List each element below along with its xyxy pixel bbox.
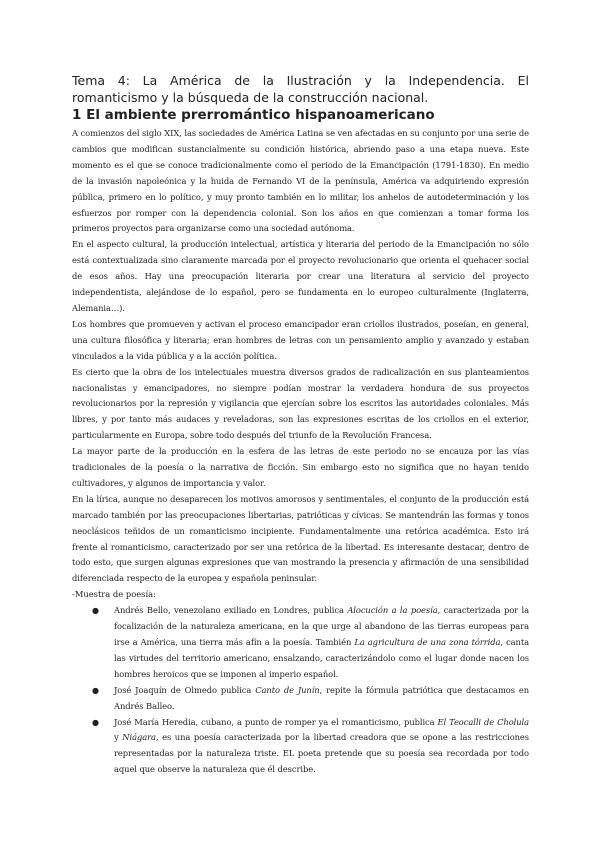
list-item-text: José María Heredia, cubano, a punto de romper ya el romanticismo, publica [114,716,438,727]
list-item-text: , caracterizada por la focalización de la naturaleza americana, en la que urge al abandono de las tierras europeas para irse a América, una tierra más afín a la poesía. También [114,605,530,647]
paragraph: En el aspecto cultural, la producción intelectual, artística y literaria del periodo de la Emancipación no sólo está contextualizada sino claramente marcada por el proyecto revolucionario que orienta el quehacer social de esos años. Hay una preocupación literaria por crear una literatura al servicio del proyecto independentista, alejándose de lo español, pero se fundamenta en lo europeo culturalmente (Inglaterra, Alemania…). [72,239,529,313]
bullet-icon: ● [92,717,99,727]
poetry-list [72,603,529,778]
work-title: Alocución a la poesía [347,605,438,616]
paragraph: En la lírica, aunque no desaparecen los motivos amorosos y sentimentales, el conjunto de la producción está marcado también por las preocupaciones libertarias, patrióticas y cívicas. Se mantendrán las formas y tonos neoclásicos teñidos de un romanticismo incipiente. Fundamentalmente una retórica académica. Esto irá frente al romanticismo, caracterizado por ser una retórica de la libertad. Es interesante destacar, dentro de todo esto, que surgen algunas expresiones que van mostrando la presencia y afirmación de una sensibilidad diferenciada respecto de la europea y española peninsular. [72,493,529,584]
list-item-text: , canta las virtudes del territorio americano, ensalzando, caracterizándolo como el lugar donde nacen los hombres heroicos que se imponen al imperio español. [114,637,530,679]
bullet-icon: ● [92,606,99,616]
list-item [72,603,529,683]
work-title: Niágara [122,732,156,743]
work-title: Canto de Junín [255,684,320,695]
list-item-text: y [114,732,123,743]
paragraph: Es cierto que la obra de los intelectuales muestra diversos grados de radicalización en sus planteamientos nacionalistas y emancipadores, no siempre podían mostrar la verdadera hondura de sus proyectos revolucionarios por la represión y vigilancia que ejercían sobre los escritos las autoridades coloniales. Más libres, y por tanto más audaces y reveladoras, son las expresiones escritas de los criollos en el exterior, particularmente en Europa, sobre todo después del triunfo de la Revolución Francesa. [72,366,529,441]
list-item-text: , repite la fórmula patriótica que destacamos en Andrés Balleo. [114,684,529,711]
list-item-text: Andrés Bello, venezolano exiliado en Londres, publica [114,605,348,616]
list-item [72,715,529,779]
document-title: Tema 4: La América de la Ilustración y la Independencia. El romanticismo y la búsqueda de la construcción nacional. [72,73,529,105]
section-heading: 1 El ambiente prerromántico hispanoamericano [72,107,435,123]
list-item-text: José Joaquín de Olmedo publica [114,684,256,695]
list-item [72,683,529,715]
list-item-text: , es una poesía caracterizada por la libertad creadora que se opone a las restricciones representadas por la naturaleza triste. EL poeta pretende que su poesía sea recordada por todo aquel que observe la naturaleza que él describe. [114,732,529,775]
work-title: El Teocalli de Cholula [437,716,529,727]
paragraph: A comienzos del siglo XIX, las sociedades de América Latina se ven afectadas en su conjunto por una serie de cambios que modifican sustancialmente su condición histórica, abriendo paso a una etapa nueva. Este momento es el que se conoce tradicionalmente como el periodo de la Emancipación (1791-1830). En medio de la invasión napoleónica y la huida de Fernando VI de la península, América va adquiriendo expresión pública, primero en lo político, y muy pronto también en lo militar, los anhelos de autodeterminación y los esfuerzos por romper con la dependencia colonial. Son los años en que comienzan a tomar forma los primeros proyectos para organizarse como una sociedad autónoma. [72,128,529,234]
list-intro: -Muestra de poesía: [72,589,156,600]
paragraph: La mayor parte de la producción en la esfera de las letras de este periodo no se encauza por las vías tradicionales de la poesía o la narrativa de ficción. Sin embargo esto no significa que no hayan tenido cultivadores, y algunos de importancia y valor. [72,446,529,488]
bullet-icon: ● [92,685,99,695]
work-title: La agricultura de una zona tórrida [354,637,501,647]
paragraph: Los hombres que promueven y activan el proceso emancipador eran criollos ilustrados, poseían, en general, una cultura filosófica y literaria; eran hombres de letras con un pensamiento amplio y avanzado y estaban vinculados a la vida pública y a la acción política. [72,318,529,361]
